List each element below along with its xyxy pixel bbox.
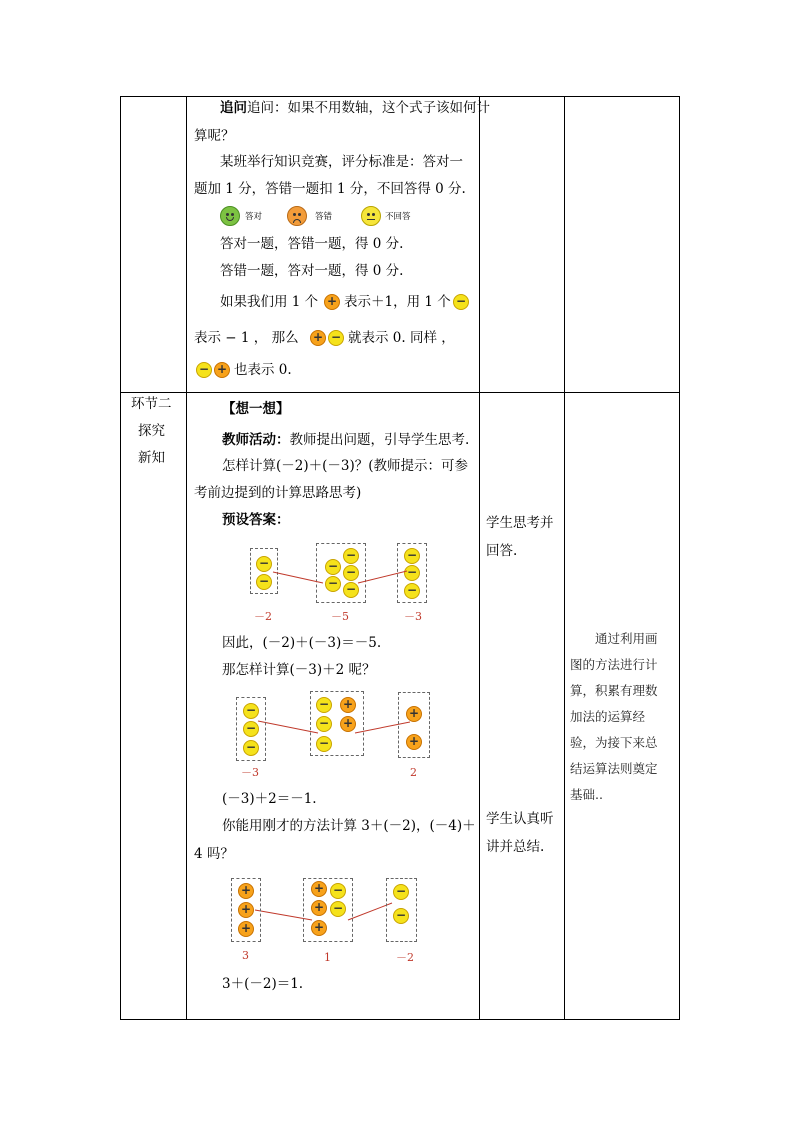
teacher-activity-label: 教师活动： — [222, 432, 290, 448]
minus-chip-icon — [243, 740, 259, 756]
design-line: 验，为接下来总 — [570, 735, 658, 750]
chip-meaning-line1b: 表示＋1，用 1 个 — [344, 294, 451, 310]
plus-chip-icon — [311, 920, 327, 936]
minus-chip-icon — [316, 716, 332, 732]
minus-chip-icon — [393, 884, 409, 900]
arrow-line — [358, 571, 407, 583]
preset-answer-label: 预设答案： — [222, 512, 290, 528]
diagram1-label-left: －2 — [254, 610, 272, 623]
stage-label-line1: 环节二 — [131, 396, 172, 412]
minus-chip-icon — [393, 908, 409, 924]
diagram3-label-left: 3 — [242, 949, 249, 962]
contest-rule-line2: 题加 1 分，答错一题扣 1 分，不回答得 0 分. — [194, 181, 466, 197]
example-line1: 答对一题，答错一题，得 0 分. — [220, 236, 404, 252]
arrow-line — [273, 572, 323, 583]
design-line: 结运算法则奠定 — [570, 761, 658, 776]
question3-line1: 你能用刚才的方法计算 3＋(－2)，(－4)＋ — [222, 818, 476, 834]
diagram2-label-right: 2 — [410, 766, 417, 779]
arrow-line — [258, 721, 318, 733]
face-label-no-answer: 不回答 — [385, 212, 411, 222]
plus-chip-icon — [238, 902, 254, 918]
plus-chip-icon — [238, 921, 254, 937]
diagram3-label-middle: 1 — [324, 951, 331, 964]
example-line2: 答错一题，答对一题，得 0 分. — [220, 263, 404, 279]
minus-chip-icon — [243, 721, 259, 737]
question2: 那怎样计算(－3)＋2 呢？ — [222, 662, 376, 678]
followup-body: 追问：如果不用数轴，这个式子该如何计 — [247, 100, 490, 116]
student-activity2-line2: 讲并总结. — [486, 839, 545, 855]
plus-chip-icon — [311, 881, 327, 897]
contest-rule-line1: 某班举行知识竞赛，评分标准是：答对一 — [220, 154, 463, 170]
design-line: 通过利用画 — [570, 631, 658, 646]
plus-chip-icon — [238, 883, 254, 899]
result1: 因此，(－2)＋(－3)＝－5. — [222, 635, 382, 651]
diagram3-label-right: －2 — [396, 951, 414, 964]
diagram1-label-right: －3 — [404, 610, 422, 623]
minus-chip-icon — [330, 901, 346, 917]
student-activity1-line1: 学生思考并 — [486, 515, 554, 531]
chip-meaning-line2a: 表示 − 1 ， 那么 — [194, 330, 299, 346]
stage-label-line3: 新知 — [138, 450, 165, 466]
question1-line1: 怎样计算(－2)＋(－3)？(教师提示：可参 — [222, 458, 469, 474]
design-line: 基础.. — [570, 787, 603, 802]
stage-label-line2: 探究 — [138, 423, 165, 439]
face-label-wrong: 答错 — [315, 212, 333, 222]
plus-chip-icon — [311, 900, 327, 916]
minus-chip-icon — [330, 883, 346, 899]
plus-chip-icon — [340, 697, 356, 713]
teacher-activity-text: 教师提出问题，引导学生思考. — [289, 432, 470, 448]
minus-chip-icon — [316, 697, 332, 713]
followup-prefix: 追问 — [220, 100, 247, 116]
question1-line2: 考前边提到的计算思路思考) — [194, 485, 362, 501]
plus-chip-icon — [340, 716, 356, 732]
diagram1-label-middle: －5 — [331, 610, 349, 623]
chip-meaning-line2b: 就表示 0. 同样 ， — [348, 330, 455, 346]
minus-chip-icon — [243, 703, 259, 719]
face-label-correct: 答对 — [245, 212, 263, 222]
minus-chip-icon — [316, 736, 332, 752]
design-line: 算，积累有理数 — [570, 683, 658, 698]
design-line: 加法的运算经 — [570, 709, 646, 724]
result2: (－3)＋2＝－1. — [222, 791, 317, 807]
question3-line2: 4 吗？ — [194, 846, 234, 862]
chip-meaning-line1a: 如果我们用 1 个 — [220, 294, 319, 310]
student-activity1-line2: 回答. — [486, 543, 518, 559]
think-heading: 【想一想】 — [222, 401, 290, 417]
plus-chip-icon — [406, 706, 422, 722]
design-intent — [570, 626, 676, 808]
diagram2-label-left: －3 — [241, 766, 259, 779]
result3: 3＋(－2)＝1. — [222, 976, 304, 992]
chip-meaning-line3: 也表示 0. — [234, 362, 292, 378]
followup-question-line2: 算呢？ — [194, 128, 235, 144]
design-line: 图的方法进行计 — [570, 657, 658, 672]
student-activity2-line1: 学生认真听 — [486, 811, 554, 827]
plus-chip-icon — [406, 734, 422, 750]
